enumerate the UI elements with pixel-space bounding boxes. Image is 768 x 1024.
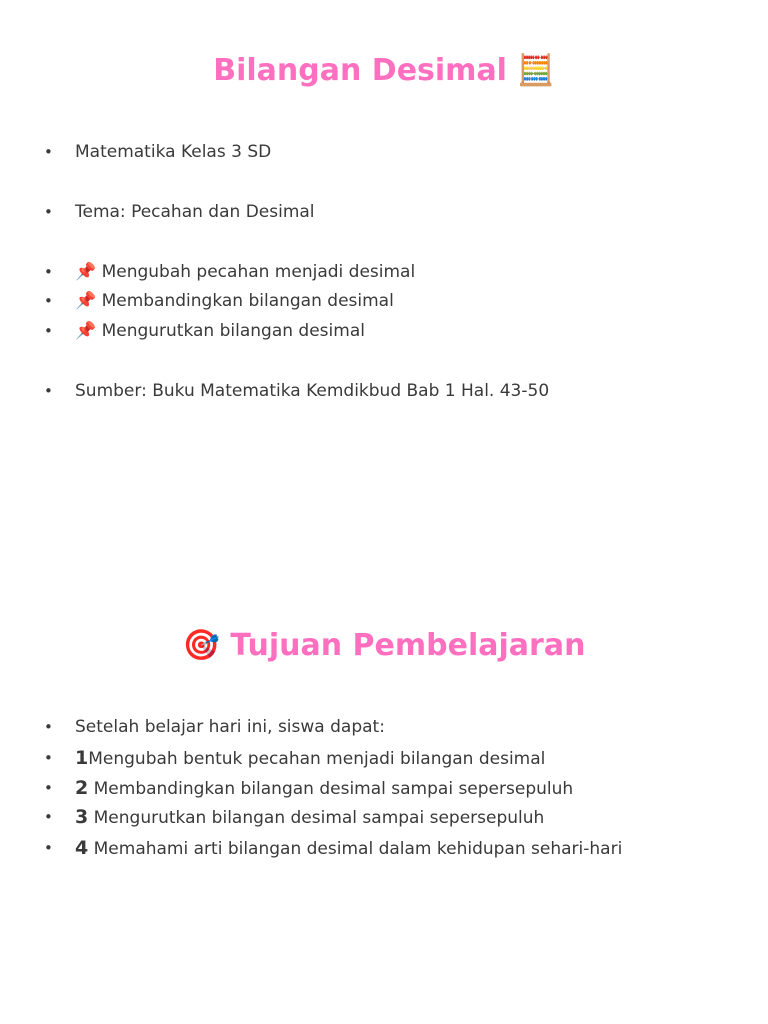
bullet-text (75, 746, 545, 771)
number-badge: 4 (75, 837, 89, 859)
bullet-text: 📌 Membandingkan bilangan desimal (75, 291, 394, 311)
bullet-dot: • (44, 808, 53, 826)
bullet-text: 📌 Mengubah pecahan menjadi desimal (75, 262, 416, 282)
bullet-body: Membandingkan bilangan desimal sampai sepersepuluh (88, 779, 574, 799)
slide-title: Bilangan Desimal 🧮 (213, 53, 555, 88)
bullet-item (0, 140, 740, 164)
bullet-text (75, 805, 544, 830)
bullet-item (0, 746, 740, 770)
bullet-dot: • (44, 203, 53, 221)
bullet-item (0, 715, 740, 739)
bullet-item (0, 200, 740, 224)
bullet-text: Tema: Pecahan dan Desimal (75, 202, 315, 222)
bullet-dot: • (44, 292, 53, 310)
slide-2 (0, 512, 768, 1024)
slide-title: 🎯 Tujuan Pembelajaran (182, 628, 586, 663)
bullet-dot: • (44, 263, 53, 281)
bullet-body: Setelah belajar hari ini, siswa dapat: (75, 717, 385, 737)
bullet-dot: • (44, 322, 53, 340)
bullet-item (0, 289, 740, 313)
bullet-dot: • (44, 779, 53, 797)
bullet-item (0, 776, 740, 800)
bullet-text (75, 776, 573, 801)
bullet-text: 📌 Mengurutkan bilangan desimal (75, 321, 365, 341)
number-badge: 3 (75, 806, 89, 828)
bullet-body: Memahami arti bilangan desimal dalam kehidupan sehari-hari (88, 839, 623, 859)
bullet-dot: • (44, 749, 53, 767)
number-badge: 2 (75, 777, 89, 799)
bullet-dot: • (44, 839, 53, 857)
bullet-text: Sumber: Buku Matematika Kemdikbud Bab 1 Hal. 43-50 (75, 381, 550, 401)
bullet-dot: • (44, 718, 53, 736)
bullet-dot: • (44, 382, 53, 400)
bullet-item (0, 836, 740, 860)
bullet-text: Matematika Kelas 3 SD (75, 142, 272, 162)
bullet-item (0, 260, 740, 284)
bullet-item (0, 805, 740, 829)
bullet-body: Mengurutkan bilangan desimal sampai sepersepuluh (88, 808, 545, 828)
bullet-item (0, 319, 740, 343)
bullet-item (0, 379, 740, 403)
bullet-text (75, 715, 385, 739)
number-badge: 1 (75, 747, 89, 769)
bullet-dot: • (44, 143, 53, 161)
bullet-text (75, 836, 622, 861)
bullet-body: Mengubah bentuk pecahan menjadi bilangan desimal (88, 749, 546, 769)
